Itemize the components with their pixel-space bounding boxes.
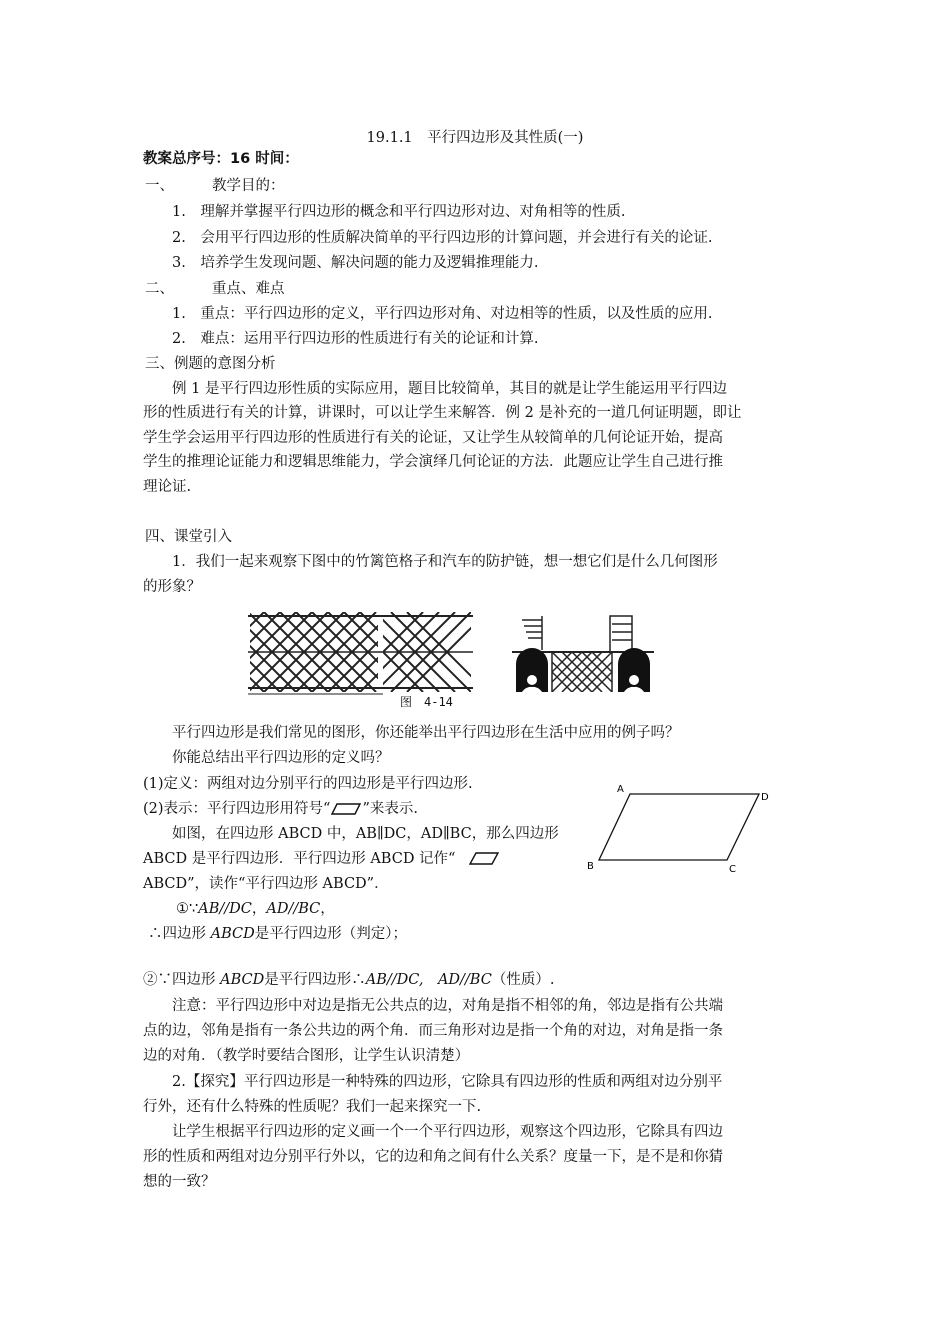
explore-line-2: 行外，还有什么特殊的性质呢？我们一起来探究一下.	[143, 1099, 482, 1115]
question1-line-2: 的形象？	[143, 579, 201, 595]
judgement-text: 是平行四边形（判定）；	[254, 926, 407, 942]
trailing-comma: ，	[320, 901, 335, 917]
paragraph-examples: 平行四边形是我们常见的图形，你还能举出平行四边形在生活中应用的例子吗？	[172, 725, 680, 741]
figure-caption: 图 4-14	[400, 695, 453, 709]
section3-line-1: 例 1 是平行四边形性质的实际应用，题目比较简单，其目的就是让学生能运用平行四边	[172, 381, 727, 397]
draw-line-2: 形的性质和两组对边分别平行外以，它的边和角之间有什么关系？度量一下，是不是和你猜	[143, 1149, 723, 1165]
parallelogram-abcd-diagram	[583, 780, 773, 880]
property-line	[143, 970, 554, 990]
separator-comma: ，	[251, 901, 267, 917]
note-line-3: 边的对角．（教学时要结合图形，让学生认识清楚）	[143, 1048, 470, 1064]
note-line-2: 点的边，邻角是指有一条公共边的两个角．而三角形对边是指一个角的对边，对角是指一条	[143, 1023, 723, 1039]
property-therefore: 是平行四边形∴	[264, 972, 366, 988]
draw-line-1: 让学生根据平行四边形的定义画一个一个平行四边形，观察这个四边形，它除具有四边	[172, 1124, 723, 1140]
condition-line-1	[176, 899, 335, 919]
section3-line-3: 学生学会运用平行四边形的性质进行有关的论证，又让学生从较简单的几何论证开始，提高	[143, 430, 723, 446]
section3-heading: 三、例题的意图分析	[145, 356, 276, 372]
property-label: （性质）.	[491, 972, 555, 988]
condition-line-2	[148, 924, 407, 944]
definition-text: (1)定义：两组对边分别平行的四边形是平行四边形.	[143, 776, 473, 792]
car-chain-figure	[512, 614, 654, 694]
representation-text-start: (2)表示：平行四边形用符号“	[143, 801, 331, 817]
page-title: 19.1.1 平行四边形及其性质(一)	[366, 130, 584, 146]
property-because: ②∵四边形	[143, 972, 221, 988]
section2-number: 二、	[145, 281, 174, 297]
property-quad-name: ABCD	[220, 972, 265, 988]
paragraph-definition-question: 你能总结出平行四边形的定义吗？	[172, 750, 390, 766]
section1-number: 一、	[145, 178, 174, 194]
example-line-2	[143, 849, 499, 869]
vertex-d-label: D	[761, 792, 769, 803]
bamboo-fence-figure	[248, 604, 383, 704]
lesson-number: 教案总序号：16 时间：	[143, 151, 299, 167]
section1-item-3: 3. 培养学生发现问题、解决问题的能力及逻辑推理能力.	[172, 255, 539, 271]
representation-line	[143, 799, 418, 819]
explore-line-1: 2.【探究】平行四边形是一种特殊的四边形，它除具有四边形的性质和两组对边分别平	[172, 1074, 723, 1090]
property-parallels: AB//DC, AD//BC	[365, 972, 492, 988]
section3-line-5: 理论证.	[143, 479, 192, 495]
note-line-1: 注意：平行四边形中对边是指无公共点的边，对角是指不相邻的角，邻边是指有公共端	[172, 998, 723, 1014]
section4-heading: 四、课堂引入	[145, 529, 232, 545]
section1-heading: 教学目的：	[212, 178, 285, 194]
ad-parallel-bc: AD//BC	[266, 901, 321, 917]
representation-text-end: ”来表示.	[362, 801, 418, 817]
example-line-3: ABCD”，读作“平行四边形 ABCD”．	[143, 876, 389, 892]
question1-line-1: 1．我们一起来观察下图中的竹篱笆格子和汽车的防护链，想一想它们是什么几何图形	[172, 554, 718, 570]
because-symbol: ①∵	[176, 901, 199, 917]
section3-line-4: 学生的推理论证能力和逻辑思维能力，学会演绎几何论证的方法．此题应让学生自己进行推	[143, 454, 723, 470]
draw-line-3: 想的一致？	[143, 1174, 216, 1190]
example-line-2-text: ABCD 是平行四边形．平行四边形 ABCD 记作“	[143, 851, 456, 867]
fence-post-figure	[383, 604, 473, 704]
vertex-a-label: A	[617, 784, 624, 795]
vertex-b-label: B	[587, 861, 594, 872]
section2-item-1: 1. 重点：平行四边形的定义，平行四边形对角、对边相等的性质，以及性质的应用.	[172, 306, 713, 322]
ab-parallel-dc: AB//DC	[198, 901, 252, 917]
quad-name: ABCD	[210, 926, 255, 942]
section2-item-2: 2. 难点：运用平行四边形的性质进行有关的论证和计算.	[172, 331, 539, 347]
section2-heading: 重点、难点	[212, 281, 285, 297]
vertex-c-label: C	[729, 864, 736, 875]
section3-line-2: 形的性质进行有关的计算，讲课时，可以让学生来解答．例 2 是补充的一道几何证明题，即让	[143, 405, 742, 421]
section1-item-2: 2. 会用平行四边形的性质解决简单的平行四边形的计算问题，并会进行有关的论证.	[172, 230, 713, 246]
parallelogram-symbol-icon	[331, 803, 361, 815]
therefore-text: ∴四边形	[148, 926, 211, 942]
example-line-1: 如图，在四边形 ABCD 中，AB∥DC，AD∥BC，那么四边形	[172, 826, 559, 842]
section1-item-1: 1. 理解并掌握平行四边形的概念和平行四边形对边、对角相等的性质.	[172, 204, 626, 220]
parallelogram-notation-icon	[469, 852, 499, 866]
